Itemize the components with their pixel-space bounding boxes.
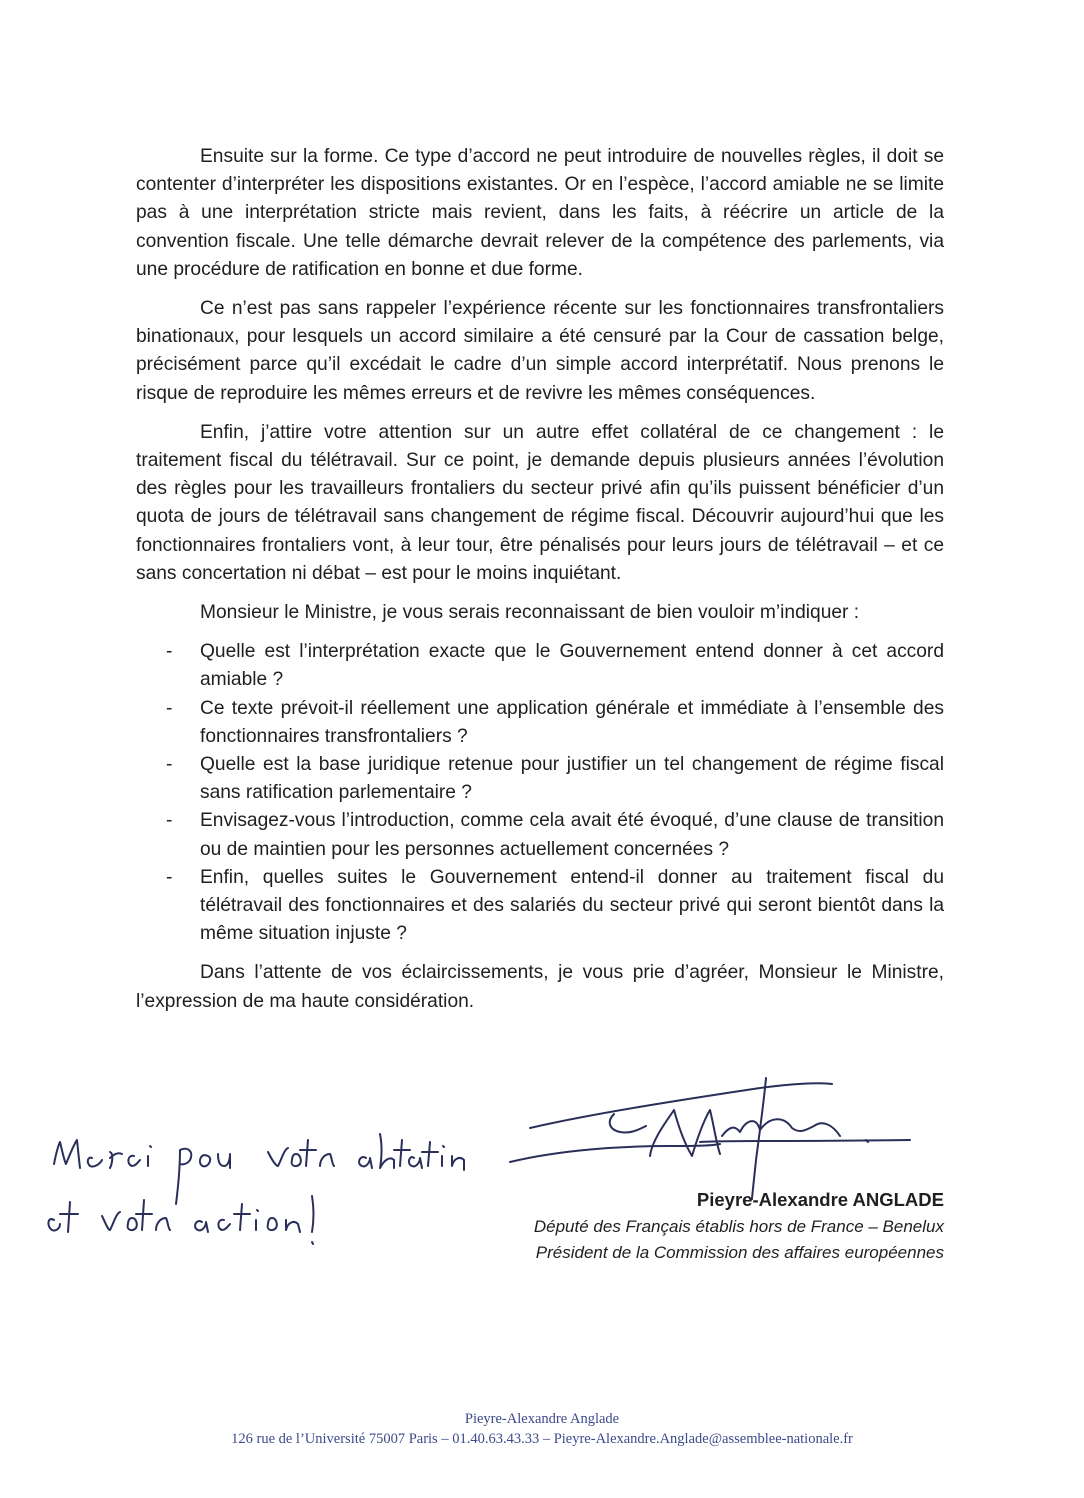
list-dash: - xyxy=(166,754,173,776)
list-item xyxy=(136,638,944,694)
list-item xyxy=(136,695,944,751)
letter-footer xyxy=(0,1409,1084,1449)
list-dash: - xyxy=(166,810,173,832)
footer-contact: 126 rue de l’Université 75007 Paris – 01.40.63.43.33 – Pieyre-Alexandre.Anglade@assemblee-nationale.fr xyxy=(231,1431,853,1447)
list-item xyxy=(136,864,944,949)
question-text: Ce texte prévoit-il réellement une application générale et immédiate à l’ensemble des fonctionnaires transfrontaliers ? xyxy=(200,697,944,747)
signatory-role-deputy: Député des Français établis hors de France – Benelux xyxy=(533,1217,944,1236)
list-dash: - xyxy=(166,697,173,719)
list-item xyxy=(136,807,944,863)
paragraph-request: Monsieur le Ministre, je vous serais reconnaissant de bien vouloir m’indiquer : xyxy=(200,602,860,624)
handwritten-note xyxy=(30,1120,500,1280)
list-dash: - xyxy=(166,641,173,663)
signatory-name: Pieyre-Alexandre ANGLADE xyxy=(696,1189,944,1210)
closing-formula: Dans l’attente de vos éclaircissements, je vous prie d’agréer, Monsieur le Ministre, l’expression de ma haute considération. xyxy=(136,962,944,1012)
signature-block xyxy=(470,1070,950,1270)
footer-name: Pieyre-Alexandre Anglade xyxy=(464,1411,620,1427)
handwritten-signature xyxy=(470,1070,950,1200)
question-list xyxy=(136,638,944,948)
handwritten-note-scribble xyxy=(30,1120,500,1280)
question-text: Quelle est la base juridique retenue pour justifier un tel changement de régime fiscal sans ratification parlementaire ? xyxy=(200,754,944,804)
question-text: Quelle est l’interprétation exacte que le Gouvernement entend donner à cet accord amiable ? xyxy=(200,641,944,691)
paragraph-form: Ensuite sur la forme. Ce type d’accord ne peut introduire de nouvelles règles, il doit se contenter d’interpréter les dispositions existantes. Or en l’espèce, l’accord amiable ne se limite pas à une interprétation stricte mais revient, dans les faits, à réécrire un article de la convention fiscale. Une telle démarche devrait relever de la compétence des parlements, via une procédure de ratification en bonne et due forme. xyxy=(136,146,944,280)
list-item xyxy=(136,751,944,807)
list-dash: - xyxy=(166,866,173,888)
letter-body xyxy=(136,143,944,1016)
paragraph-precedent: Ce n’est pas sans rappeler l’expérience récente sur les fonctionnaires transfrontaliers binationaux, pour lesquels un accord similaire a été censuré par la Cour de cassation belge, précisément parce qu’il excédait le cadre d’un simple accord interprétatif. Nous prenons le risque de reproduire les mêmes erreurs et de revivre les mêmes conséquences. xyxy=(136,298,944,404)
question-text: Enfin, quelles suites le Gouvernement entend-il donner au traitement fiscal du télétravail des fonctionnaires et des salariés du secteur privé qui seront bientôt dans la même situation injuste ? xyxy=(200,866,944,945)
paragraph-telework: Enfin, j’attire votre attention sur un autre effet collatéral de ce changement : le traitement fiscal du télétravail. Sur ce point, je demande depuis plusieurs années l’évolution des règles pour les travailleurs frontaliers du secteur privé afin qu’ils puissent bénéficier d’un quota de jours de télétravail sans changement de régime fiscal. Découvrir aujourd’hui que les fonctionnaires frontaliers vont, à leur tour, être pénalisés pour leurs jours de télétravail – et ce sans concertation ni débat – est pour le moins inquiétant. xyxy=(136,421,944,584)
question-text: Envisagez-vous l’introduction, comme cela avait été évoqué, d’une clause de transition ou de maintien pour les personnes actuellement concernées ? xyxy=(200,810,944,860)
signatory-role-commission: Président de la Commission des affaires européennes xyxy=(535,1243,944,1262)
